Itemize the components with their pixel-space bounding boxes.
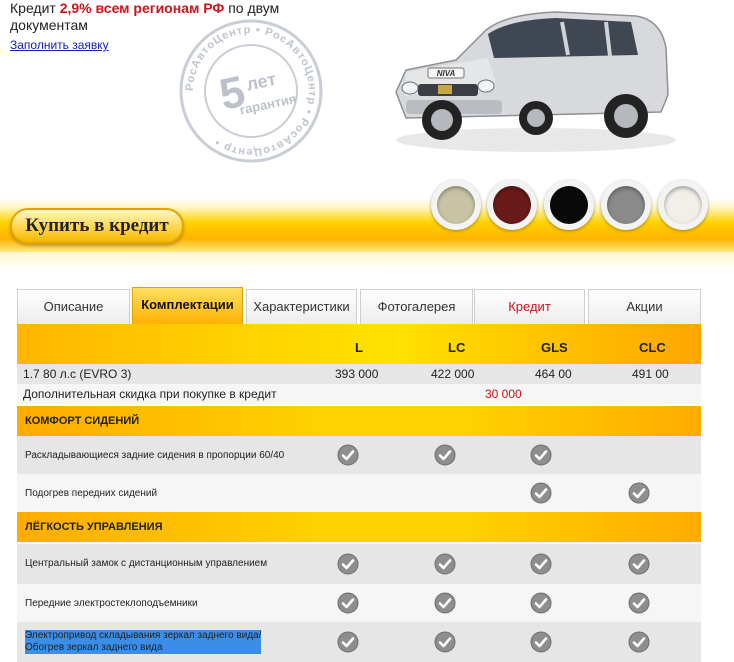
warranty-stamp <box>178 18 324 164</box>
feature-row <box>17 622 701 662</box>
price-l: 393 000 <box>335 367 379 381</box>
discount-row <box>17 384 701 404</box>
trim-header-row <box>17 324 701 364</box>
check-icon <box>434 553 456 575</box>
price-row <box>17 364 701 384</box>
check-icon <box>337 553 359 575</box>
trim-gls: GLS <box>541 340 568 355</box>
color-swatch-white[interactable] <box>658 180 708 230</box>
promo-text-after: по двум документам <box>10 0 280 33</box>
section-handling-title: ЛЁГКОСТЬ УПРАВЛЕНИЯ <box>25 521 163 533</box>
car-image <box>376 0 676 156</box>
check-icon <box>337 592 359 614</box>
check-icon <box>530 482 552 504</box>
check-icon <box>434 592 456 614</box>
tab-credit[interactable]: Кредит <box>474 289 585 325</box>
tab-configurations[interactable]: Комплектации <box>132 287 243 325</box>
feature-label-selected <box>25 630 261 654</box>
feature-label: Передние электростеклоподъемники <box>25 598 198 609</box>
promo-highlight: 2,9% всем регионам РФ <box>59 0 225 16</box>
tab-gallery[interactable]: Фотогалерея <box>360 289 473 325</box>
color-swatch-gray[interactable] <box>601 180 651 230</box>
tab-description[interactable]: Описание <box>17 289 130 325</box>
trim-lc: LC <box>448 340 466 355</box>
price-clc: 491 00 <box>632 367 669 381</box>
band-shadow <box>0 252 734 272</box>
feature-label: Центральный замок с дистанционным управлением <box>25 558 268 569</box>
check-icon <box>628 482 650 504</box>
check-icon <box>628 592 650 614</box>
check-icon <box>530 553 552 575</box>
stamp-number: 5 <box>215 66 250 120</box>
feature-row <box>17 544 701 584</box>
tab-bar <box>17 287 701 325</box>
check-icon <box>628 631 650 653</box>
feature-row <box>17 474 701 512</box>
check-icon <box>337 631 359 653</box>
engine-label: 1.7 80 л.с (EVRO 3) <box>23 367 132 381</box>
feature-row <box>17 584 701 622</box>
stamp-word-warranty: гарантия <box>238 90 298 118</box>
promo-text-before: Кредит <box>10 0 60 16</box>
color-swatch-black[interactable] <box>544 180 594 230</box>
price-lc: 422 000 <box>431 367 475 381</box>
section-comfort <box>17 406 701 436</box>
check-icon <box>530 631 552 653</box>
check-icon <box>530 592 552 614</box>
check-icon <box>530 444 552 466</box>
color-swatch-beige[interactable] <box>431 180 481 230</box>
check-icon <box>434 631 456 653</box>
feature-label-line1: Электропривод складывания зеркал заднего вида/ <box>25 630 262 641</box>
trim-clc: CLC <box>639 340 666 355</box>
check-icon <box>628 553 650 575</box>
check-icon <box>434 444 456 466</box>
tab-specifications[interactable]: Характеристики <box>246 289 357 325</box>
feature-label: Раскладывающиеся задние сидения в пропорции 60/40 <box>25 450 285 461</box>
price-gls: 464 00 <box>535 367 572 381</box>
trim-l: L <box>355 340 363 355</box>
section-comfort-title: КОМФОРТ СИДЕНИЙ <box>25 415 140 427</box>
discount-label: Дополнительная скидка при покупке в кредит <box>23 387 277 401</box>
apply-link[interactable]: Заполнить заявку <box>10 38 109 52</box>
stamp-ring-text: РосАвтоЦентр • РосАвтоЦентр • РосАвтоЦентр • <box>183 23 319 159</box>
feature-label-line2: Обогрев зеркал заднего вида <box>25 642 163 653</box>
discount-value: 30 000 <box>485 387 522 401</box>
feature-row <box>17 436 701 474</box>
color-swatch-cherry[interactable] <box>487 180 537 230</box>
section-handling <box>17 512 701 542</box>
feature-label: Подогрев передних сидений <box>25 488 158 499</box>
tab-promotions[interactable]: Акции <box>588 289 701 325</box>
stamp-word-years: лет <box>244 68 278 95</box>
buy-on-credit-button[interactable]: Купить в кредит <box>10 208 184 244</box>
car-badge: NIVA <box>436 69 456 78</box>
check-icon <box>337 444 359 466</box>
